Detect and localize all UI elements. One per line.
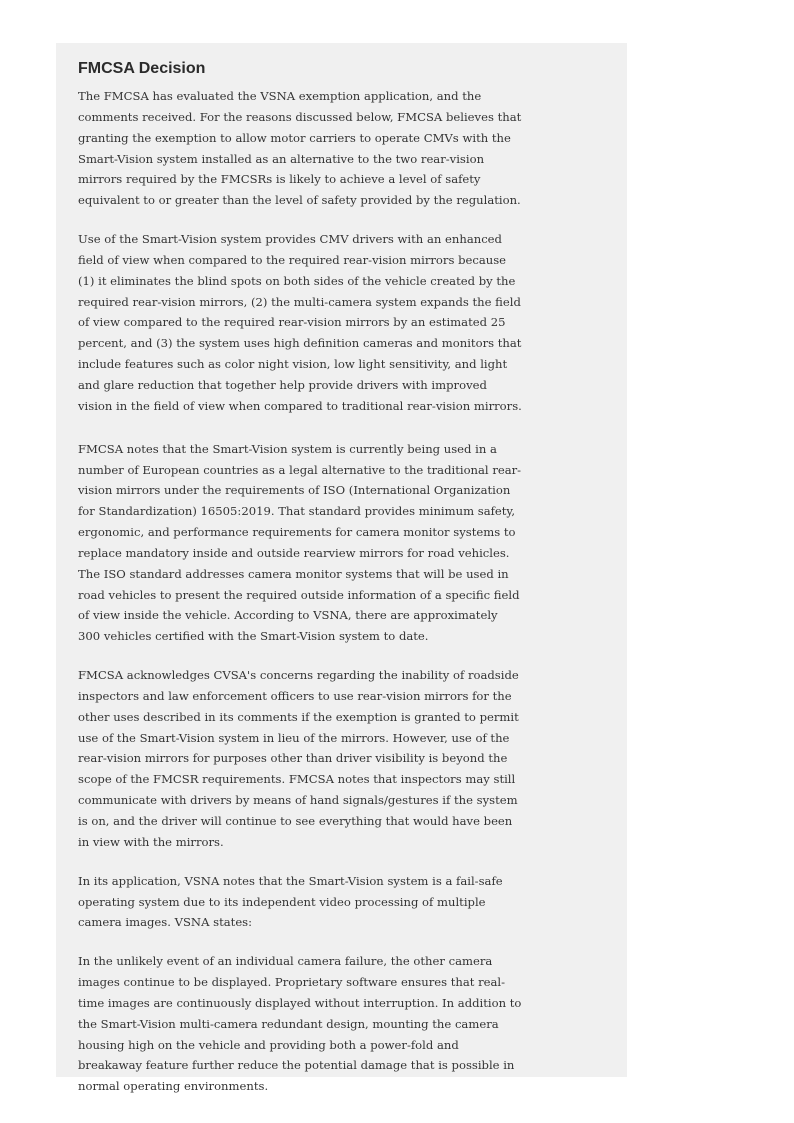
- section-heading: FMCSA Decision: [78, 60, 206, 77]
- document-panel: [56, 43, 627, 1094]
- paragraph-cvsa-concerns: FMCSA acknowledges CVSA's concerns regarding the inability of roadside inspectors and law enforcement officers to use rear-vision mirrors for the other uses described in its comments if the exemption is granted to permit use of the Smart-Vision system in lieu of the mirrors. However, use of the rear-vision mirrors for purposes other than driver visibility is beyond the scope of the FMCSR requirements. FMCSA notes that inspectors may still communicate with drivers by means of hand signals/gestures if the system is on, and the driver will continue to see everything that would have been in view with the mirrors.: [78, 668, 519, 849]
- paragraph-fail-safe: In its application, VSNA notes that the Smart-Vision system is a fail-safe operating system due to its independent video processing of multiple camera images. VSNA states:: [78, 873, 503, 930]
- paragraph-iso-standard: FMCSA notes that the Smart-Vision system is currently being used in a number of European countries as a legal alternative to the traditional rear-vision mirrors under the requirements of ISO (International Organization for Standardization) 16505:2019. That standard provides minimum safety, ergonomic, and performance requirements for camera monitor systems to replace mandatory inside and outside rearview mirrors for road vehicles. The ISO standard addresses camera monitor systems that will be used in road vehicles to present the required outside information of a specific field of view inside the vehicle. According to VSNA, there are approximately 300 vehicles certified with the Smart-Vision system to date.: [78, 441, 522, 644]
- paragraph-evaluation: The FMCSA has evaluated the VSNA exemption application, and the comments received. For the reasons discussed below, FMCSA believes that granting the exemption to allow motor carriers to operate CMVs with the Smart-Vision system installed as an alternative to the two rear-vision mirrors required by the FMCSRs is likely to achieve a level of safety equivalent to or greater than the level of safety provided by the regulation.: [78, 89, 522, 208]
- paragraph-vsna-quote: In the unlikely event of an individual camera failure, the other camera images continue to be displayed. Proprietary software ensures that real-time images are continuously displayed without interruption. In addition to the Smart-Vision multi-camera redundant design, mounting the camera housing high on the vehicle and providing both a power-fold and breakaway feature further reduce the potential damage that is possible in normal operating environments.: [78, 954, 522, 1094]
- paragraph-field-of-view: Use of the Smart-Vision system provides CMV drivers with an enhanced field of view when compared to the required rear-vision mirrors because (1) it eliminates the blind spots on both sides of the vehicle created by the required rear-vision mirrors, (2) the multi-camera system expands the field of view compared to the required rear-vision mirrors by an estimated 25 percent, and (3) the system uses high definition cameras and monitors that include features such as color night vision, low light sensitivity, and light and glare reduction that together help provide drivers with improved vision in the field of view when compared to traditional rear-vision mirrors.: [78, 232, 522, 413]
